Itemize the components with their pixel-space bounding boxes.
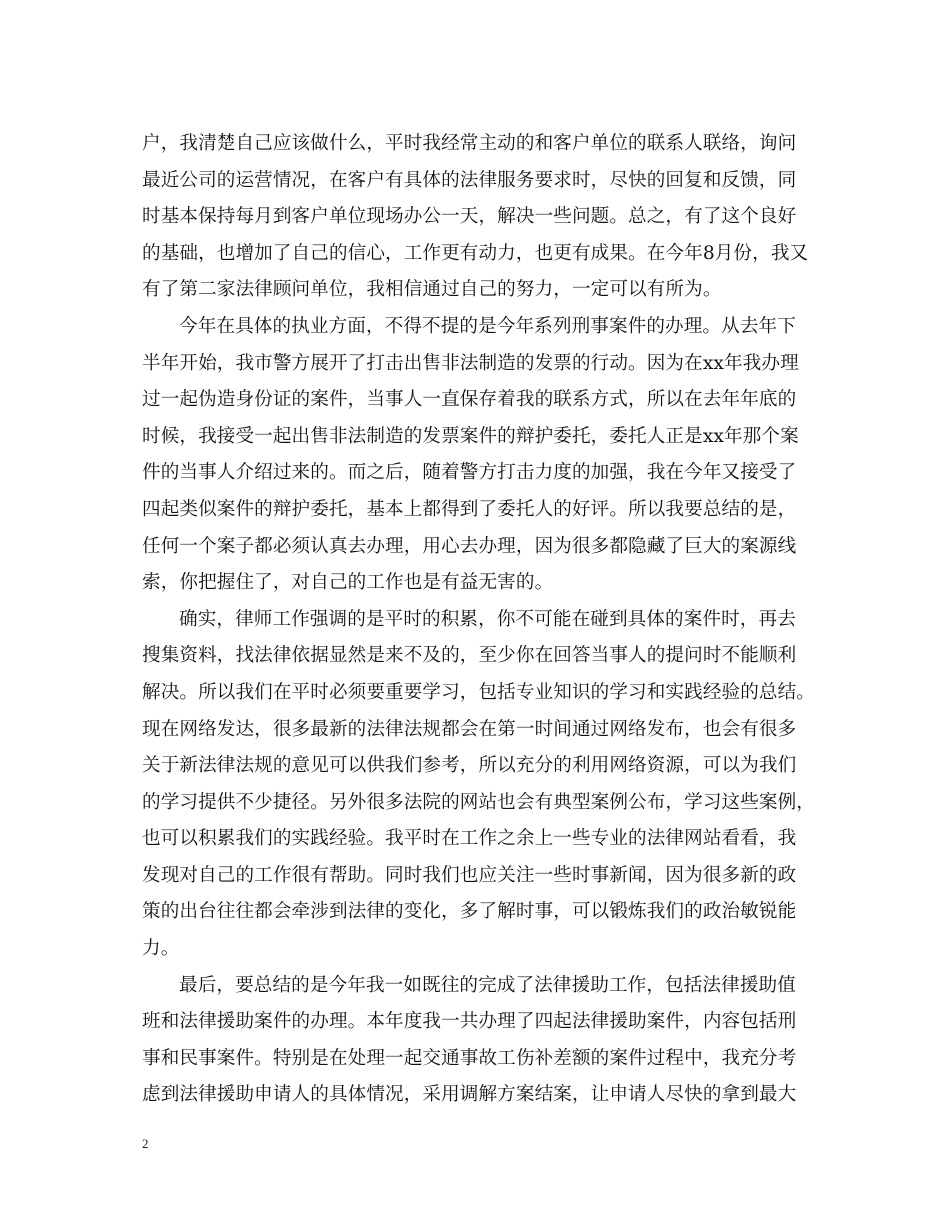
document-body bbox=[142, 126, 815, 1114]
paragraph-continuation bbox=[142, 126, 812, 309]
text-line: 班和法律援助案件的办理。本年度我一共办理了四起法律援助案件，内容包括刑 bbox=[142, 1011, 797, 1033]
text-line: 户，我清楚自己应该做什么，平时我经常主动的和客户单位的联系人联络，询问 bbox=[142, 133, 797, 154]
text-line: 事和民事案件。特别是在处理一起交通事故工伤补差额的案件过程中，我充分考 bbox=[142, 1047, 797, 1069]
text-line: 时候，我接受一起出售非法制造的发票案件的辩护委托，委托人正是xx年那个案 bbox=[142, 425, 799, 447]
paragraph-daily-accumulation bbox=[142, 602, 815, 968]
text-line: 发现对自己的工作很有帮助。同时我们也应关注一些时事新闻，因为很多新的政 bbox=[142, 864, 797, 886]
text-line: 四起类似案件的辩护委托，基本上都得到了委托人的好评。所以我要总结的是， bbox=[142, 498, 797, 520]
text-line: 件的当事人介绍过来的。而之后，随着警方打击力度的加强，我在今年又接受了 bbox=[142, 462, 797, 484]
text-line: 确实，律师工作强调的是平时的积累，你不可能在碰到具体的案件时，再去 bbox=[179, 608, 796, 630]
text-line: 关于新法律法规的意见可以供我们参考，所以充分的利用网络资源，可以为我们 bbox=[142, 755, 797, 777]
text-line: 搜集资料，找法律依据显然是来不及的，至少你在回答当事人的提问时不能顺利 bbox=[142, 645, 797, 667]
text-line: 解决。所以我们在平时必须要重要学习，包括专业知识的学习和实践经验的总结。 bbox=[142, 681, 815, 703]
text-line: 最近公司的运营情况，在客户有具体的法律服务要求时，尽快的回复和反馈，同 bbox=[142, 169, 797, 191]
text-line: 时基本保持每月到客户单位现场办公一天，解决一些问题。总之，有了这个良好 bbox=[142, 206, 797, 228]
text-line: 也可以积累我们的实践经验。我平时在工作之余上一些专业的法律网站看看，我 bbox=[142, 828, 797, 850]
text-line: 索，你把握住了，对自己的工作也是有益无害的。 bbox=[142, 572, 554, 594]
text-line: 策的出台往往都会牵涉到法律的变化，多了解时事，可以锻炼我们的政治敏锐能 bbox=[142, 901, 797, 923]
text-line: 任何一个案子都必须认真去办理，用心去办理，因为很多都隐藏了巨大的案源线 bbox=[142, 535, 797, 557]
text-line: 的基础，也增加了自己的信心，工作更有动力，也更有成果。在今年8月份，我又 bbox=[142, 242, 809, 264]
page-number: 2 bbox=[142, 1136, 149, 1151]
text-line: 最后，要总结的是今年我一如既往的完成了法律援助工作，包括法律援助值 bbox=[179, 974, 796, 996]
text-line: 现在网络发达，很多最新的法律法规都会在第一时间通过网络发布，也会有很多 bbox=[142, 718, 797, 740]
text-line: 有了第二家法律顾问单位，我相信通过自己的努力，一定可以有所为。 bbox=[142, 279, 722, 301]
paragraph-legal-aid bbox=[142, 968, 812, 1114]
text-line: 过一起伪造身份证的案件，当事人一直保存着我的联系方式，所以在去年年底的 bbox=[142, 389, 797, 411]
text-line: 力。 bbox=[142, 938, 180, 960]
text-line: 的学习提供不少捷径。另外很多法院的网站也会有典型案例公布，学习这些案例， bbox=[142, 791, 815, 813]
text-line: 虑到法律援助申请人的具体情况，采用调解方案结案，让申请人尽快的拿到最大 bbox=[142, 1084, 797, 1106]
paragraph-criminal-cases bbox=[142, 309, 812, 602]
text-line: 半年开始，我市警方展开了打击出售非法制造的发票的行动。因为在xx年我办理 bbox=[142, 352, 799, 374]
text-line: 今年在具体的执业方面，不得不提的是今年系列刑事案件的办理。从去年下 bbox=[179, 315, 796, 337]
